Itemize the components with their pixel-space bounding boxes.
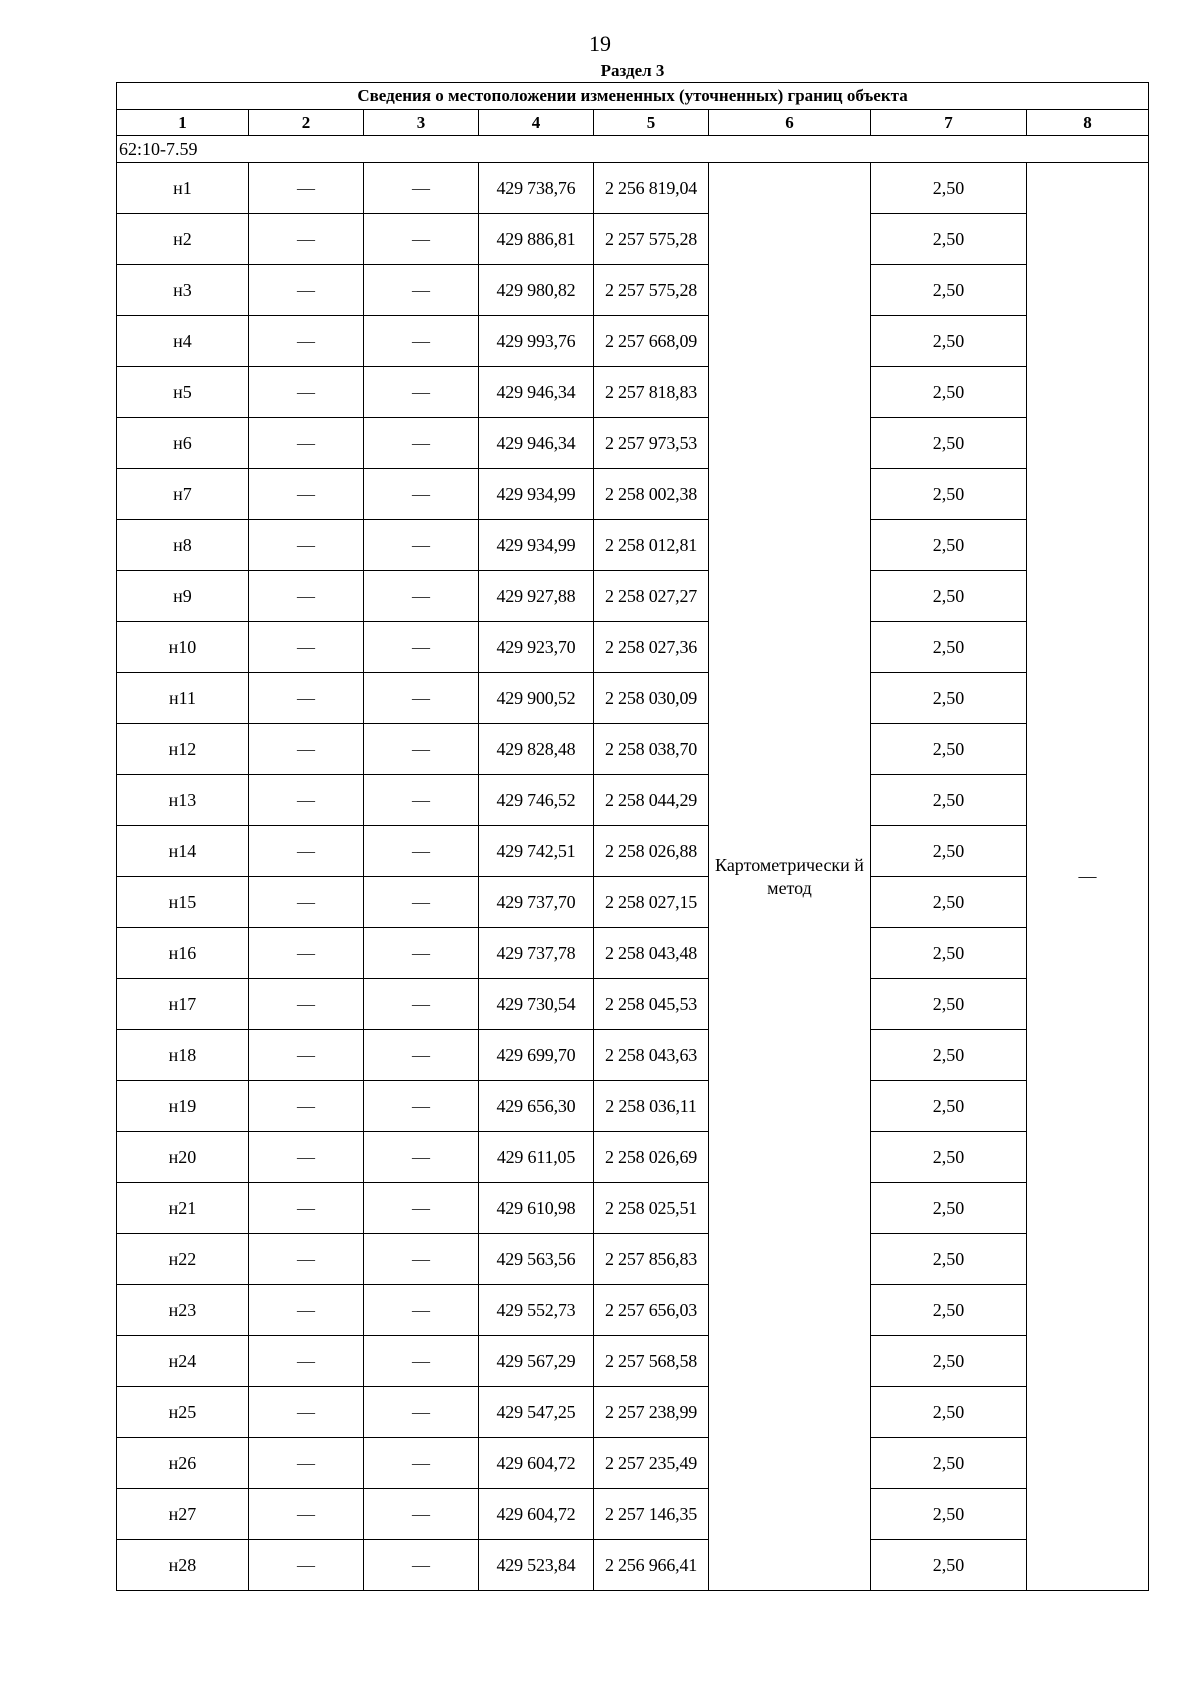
method-cell: Картометрически й метод	[709, 163, 871, 1591]
column-3-value: —	[364, 979, 479, 1030]
point-label: н22	[117, 1234, 249, 1285]
table-row	[117, 571, 1149, 622]
coordinate-x: 429 746,52	[479, 775, 594, 826]
table-row	[117, 1285, 1149, 1336]
coordinate-x: 429 730,54	[479, 979, 594, 1030]
accuracy-value: 2,50	[871, 265, 1027, 316]
column-2-value: —	[249, 673, 364, 724]
column-2-value: —	[249, 1030, 364, 1081]
coordinate-y: 2 257 238,99	[594, 1387, 709, 1438]
coordinate-x: 429 567,29	[479, 1336, 594, 1387]
column-2-value: —	[249, 469, 364, 520]
accuracy-value: 2,50	[871, 1540, 1027, 1591]
table-row	[117, 1183, 1149, 1234]
column-number: 8	[1027, 110, 1149, 136]
table-row	[117, 622, 1149, 673]
point-label: н26	[117, 1438, 249, 1489]
table-row	[117, 1438, 1149, 1489]
table-row	[117, 724, 1149, 775]
column-3-value: —	[364, 1387, 479, 1438]
coordinate-x: 429 547,25	[479, 1387, 594, 1438]
coordinate-y: 2 258 027,27	[594, 571, 709, 622]
point-label: н2	[117, 214, 249, 265]
accuracy-value: 2,50	[871, 469, 1027, 520]
table-row	[117, 1387, 1149, 1438]
point-label: н10	[117, 622, 249, 673]
column-3-value: —	[364, 1081, 479, 1132]
accuracy-value: 2,50	[871, 877, 1027, 928]
coordinate-x: 429 886,81	[479, 214, 594, 265]
table-row	[117, 1132, 1149, 1183]
column-3-value: —	[364, 469, 479, 520]
accuracy-value: 2,50	[871, 214, 1027, 265]
coordinate-x: 429 900,52	[479, 673, 594, 724]
coordinate-x: 429 523,84	[479, 1540, 594, 1591]
coordinate-x: 429 604,72	[479, 1489, 594, 1540]
accuracy-value: 2,50	[871, 1285, 1027, 1336]
column-3-value: —	[364, 1234, 479, 1285]
column-3-value: —	[364, 418, 479, 469]
column-3-value: —	[364, 265, 479, 316]
point-label: н24	[117, 1336, 249, 1387]
coordinate-y: 2 258 026,88	[594, 826, 709, 877]
point-label: н17	[117, 979, 249, 1030]
column-2-value: —	[249, 571, 364, 622]
point-label: н25	[117, 1387, 249, 1438]
column-2-value: —	[249, 1081, 364, 1132]
column-2-value: —	[249, 316, 364, 367]
table-row	[117, 367, 1149, 418]
point-label: н15	[117, 877, 249, 928]
coordinate-x: 429 699,70	[479, 1030, 594, 1081]
coordinate-y: 2 258 027,36	[594, 622, 709, 673]
column-2-value: —	[249, 1336, 364, 1387]
accuracy-value: 2,50	[871, 1183, 1027, 1234]
group-row	[117, 136, 1149, 163]
coordinate-x: 429 738,76	[479, 163, 594, 214]
coordinate-x: 429 737,78	[479, 928, 594, 979]
column-2-value: —	[249, 928, 364, 979]
table-caption: Сведения о местоположении измененных (уточненных) границ объекта	[117, 83, 1149, 110]
coordinate-y: 2 256 819,04	[594, 163, 709, 214]
accuracy-value: 2,50	[871, 622, 1027, 673]
coordinate-y: 2 258 043,63	[594, 1030, 709, 1081]
accuracy-value: 2,50	[871, 826, 1027, 877]
cadastral-group-label: 62:10-7.59	[117, 136, 1149, 163]
column-2-value: —	[249, 1387, 364, 1438]
point-label: н21	[117, 1183, 249, 1234]
coordinate-y: 2 257 818,83	[594, 367, 709, 418]
column-3-value: —	[364, 1132, 479, 1183]
coordinate-x: 429 656,30	[479, 1081, 594, 1132]
point-label: н13	[117, 775, 249, 826]
coordinate-x: 429 828,48	[479, 724, 594, 775]
column-3-value: —	[364, 1540, 479, 1591]
point-label: н18	[117, 1030, 249, 1081]
column-2-value: —	[249, 214, 364, 265]
coordinate-y: 2 258 044,29	[594, 775, 709, 826]
coordinate-x: 429 946,34	[479, 367, 594, 418]
table-row	[117, 826, 1149, 877]
column-3-value: —	[364, 826, 479, 877]
coordinate-x: 429 552,73	[479, 1285, 594, 1336]
coordinate-x: 429 934,99	[479, 520, 594, 571]
table-row	[117, 520, 1149, 571]
column-2-value: —	[249, 1132, 364, 1183]
coordinate-y: 2 256 966,41	[594, 1540, 709, 1591]
point-label: н9	[117, 571, 249, 622]
column-3-value: —	[364, 571, 479, 622]
coordinate-x: 429 737,70	[479, 877, 594, 928]
coordinate-y: 2 258 030,09	[594, 673, 709, 724]
coordinate-x: 429 980,82	[479, 265, 594, 316]
coordinate-y: 2 258 012,81	[594, 520, 709, 571]
accuracy-value: 2,50	[871, 979, 1027, 1030]
column-number: 1	[117, 110, 249, 136]
column-3-value: —	[364, 316, 479, 367]
table-row	[117, 418, 1149, 469]
column-2-value: —	[249, 1183, 364, 1234]
accuracy-value: 2,50	[871, 1438, 1027, 1489]
column-3-value: —	[364, 1285, 479, 1336]
accuracy-value: 2,50	[871, 520, 1027, 571]
page-number: 19	[589, 31, 611, 56]
accuracy-value: 2,50	[871, 928, 1027, 979]
column-2-value: —	[249, 826, 364, 877]
coordinate-y: 2 258 002,38	[594, 469, 709, 520]
column-8-value: —	[1027, 163, 1149, 1591]
point-label: н5	[117, 367, 249, 418]
column-number: 7	[871, 110, 1027, 136]
column-3-value: —	[364, 1030, 479, 1081]
column-2-value: —	[249, 367, 364, 418]
accuracy-value: 2,50	[871, 1489, 1027, 1540]
point-label: н8	[117, 520, 249, 571]
column-3-value: —	[364, 367, 479, 418]
coordinate-y: 2 257 235,49	[594, 1438, 709, 1489]
column-2-value: —	[249, 1489, 364, 1540]
column-number: 3	[364, 110, 479, 136]
table-row	[117, 214, 1149, 265]
point-label: н3	[117, 265, 249, 316]
table-row	[117, 1030, 1149, 1081]
accuracy-value: 2,50	[871, 571, 1027, 622]
coordinate-y: 2 257 656,03	[594, 1285, 709, 1336]
point-label: н20	[117, 1132, 249, 1183]
point-label: н19	[117, 1081, 249, 1132]
accuracy-value: 2,50	[871, 1336, 1027, 1387]
coordinate-y: 2 257 856,83	[594, 1234, 709, 1285]
column-2-value: —	[249, 622, 364, 673]
section-title: Раздел 3	[600, 61, 665, 80]
coordinate-x: 429 604,72	[479, 1438, 594, 1489]
coordinate-y: 2 257 568,58	[594, 1336, 709, 1387]
table-row	[117, 469, 1149, 520]
coordinate-x: 429 611,05	[479, 1132, 594, 1183]
coordinate-y: 2 257 973,53	[594, 418, 709, 469]
column-2-value: —	[249, 265, 364, 316]
point-label: н23	[117, 1285, 249, 1336]
column-3-value: —	[364, 622, 479, 673]
column-2-value: —	[249, 520, 364, 571]
column-2-value: —	[249, 1234, 364, 1285]
coordinate-x: 429 923,70	[479, 622, 594, 673]
point-label: н16	[117, 928, 249, 979]
column-number: 6	[709, 110, 871, 136]
table-row	[117, 265, 1149, 316]
table-row	[117, 979, 1149, 1030]
column-3-value: —	[364, 163, 479, 214]
coordinate-y: 2 257 668,09	[594, 316, 709, 367]
column-3-value: —	[364, 1489, 479, 1540]
column-2-value: —	[249, 163, 364, 214]
coordinate-x: 429 610,98	[479, 1183, 594, 1234]
column-2-value: —	[249, 1438, 364, 1489]
column-number: 5	[594, 110, 709, 136]
column-2-value: —	[249, 418, 364, 469]
column-3-value: —	[364, 1438, 479, 1489]
accuracy-value: 2,50	[871, 1132, 1027, 1183]
coordinate-y: 2 258 038,70	[594, 724, 709, 775]
column-3-value: —	[364, 724, 479, 775]
column-3-value: —	[364, 775, 479, 826]
coordinate-y: 2 258 026,69	[594, 1132, 709, 1183]
point-label: н14	[117, 826, 249, 877]
column-3-value: —	[364, 673, 479, 724]
coordinate-y: 2 258 025,51	[594, 1183, 709, 1234]
coordinate-x: 429 742,51	[479, 826, 594, 877]
coordinate-y: 2 258 045,53	[594, 979, 709, 1030]
column-number: 2	[249, 110, 364, 136]
accuracy-value: 2,50	[871, 724, 1027, 775]
coordinate-x: 429 993,76	[479, 316, 594, 367]
table-row	[117, 1336, 1149, 1387]
table-row	[117, 877, 1149, 928]
column-3-value: —	[364, 520, 479, 571]
coordinate-y: 2 257 146,35	[594, 1489, 709, 1540]
column-3-value: —	[364, 1336, 479, 1387]
table-row	[117, 1234, 1149, 1285]
table-row	[117, 1081, 1149, 1132]
accuracy-value: 2,50	[871, 1030, 1027, 1081]
coordinate-x: 429 927,88	[479, 571, 594, 622]
column-3-value: —	[364, 877, 479, 928]
column-2-value: —	[249, 724, 364, 775]
table-row	[117, 1489, 1149, 1540]
coordinate-y: 2 258 027,15	[594, 877, 709, 928]
accuracy-value: 2,50	[871, 1234, 1027, 1285]
accuracy-value: 2,50	[871, 316, 1027, 367]
coordinate-x: 429 946,34	[479, 418, 594, 469]
column-2-value: —	[249, 1285, 364, 1336]
column-3-value: —	[364, 928, 479, 979]
column-2-value: —	[249, 775, 364, 826]
table-row	[117, 775, 1149, 826]
point-label: н4	[117, 316, 249, 367]
accuracy-value: 2,50	[871, 775, 1027, 826]
point-label: н1	[117, 163, 249, 214]
point-label: н7	[117, 469, 249, 520]
table-row	[117, 163, 1149, 214]
accuracy-value: 2,50	[871, 1387, 1027, 1438]
accuracy-value: 2,50	[871, 163, 1027, 214]
point-label: н27	[117, 1489, 249, 1540]
column-2-value: —	[249, 1540, 364, 1591]
column-2-value: —	[249, 979, 364, 1030]
table-row	[117, 673, 1149, 724]
column-number: 4	[479, 110, 594, 136]
coordinate-y: 2 258 036,11	[594, 1081, 709, 1132]
accuracy-value: 2,50	[871, 418, 1027, 469]
coordinate-y: 2 257 575,28	[594, 214, 709, 265]
table-row	[117, 1540, 1149, 1591]
column-number-row	[117, 110, 1149, 136]
table-caption-row	[117, 83, 1149, 110]
coordinate-y: 2 257 575,28	[594, 265, 709, 316]
column-3-value: —	[364, 214, 479, 265]
table-row	[117, 928, 1149, 979]
column-2-value: —	[249, 877, 364, 928]
column-3-value: —	[364, 1183, 479, 1234]
accuracy-value: 2,50	[871, 367, 1027, 418]
point-label: н28	[117, 1540, 249, 1591]
coordinates-table	[116, 82, 1149, 1591]
table-row	[117, 316, 1149, 367]
coordinate-y: 2 258 043,48	[594, 928, 709, 979]
accuracy-value: 2,50	[871, 673, 1027, 724]
point-label: н6	[117, 418, 249, 469]
accuracy-value: 2,50	[871, 1081, 1027, 1132]
point-label: н12	[117, 724, 249, 775]
coordinate-x: 429 563,56	[479, 1234, 594, 1285]
point-label: н11	[117, 673, 249, 724]
coordinate-x: 429 934,99	[479, 469, 594, 520]
